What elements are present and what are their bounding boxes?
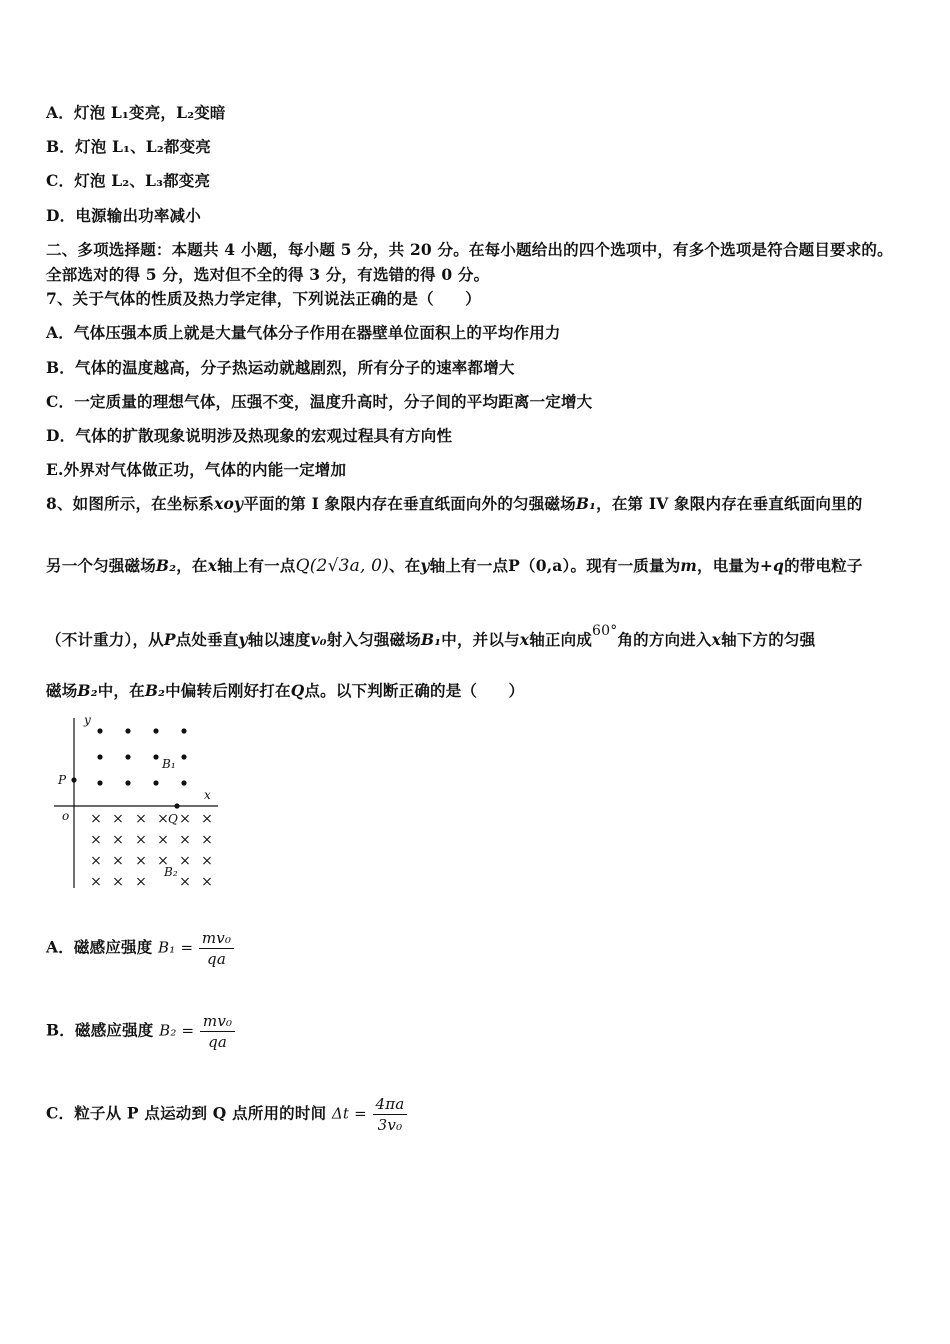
section2-heading-line2: 全部选对的得 5 分，选对但不全的得 3 分，有选错的得 0 分。 — [46, 265, 490, 284]
svg-text:×: × — [179, 853, 191, 869]
q8-option-a: A．磁感应强度 B₁ = $\frac{\text{mv₀}}{qa}$ — [46, 928, 234, 969]
b2-label: B₂ — [164, 865, 178, 879]
svg-text:×: × — [201, 853, 213, 869]
svg-text:×: × — [90, 832, 102, 848]
svg-text:×: × — [90, 874, 102, 890]
p-label: P — [58, 773, 67, 787]
svg-text:×: × — [135, 874, 147, 890]
q-point-formula: Q(2√3a, 0) — [295, 556, 390, 576]
b1-label: B₁ — [162, 757, 176, 771]
option-c-fraction: $\frac{4\pi a}{\text{3v₀}}$ — [373, 1094, 408, 1135]
q7-option-a: A．气体压强本质上就是大量气体分子作用在器壁单位面积上的平均作用力 — [46, 323, 561, 342]
svg-text:×: × — [90, 853, 102, 869]
svg-text:×: × — [135, 811, 147, 827]
magnetic-field-diagram — [46, 712, 226, 892]
svg-text:×: × — [179, 811, 191, 827]
q-point — [174, 803, 179, 808]
q6-option-c: C．灯泡 L₂、L₃都变亮 — [46, 171, 211, 190]
svg-text:×: × — [201, 874, 213, 890]
q6-option-d: D．电源输出功率减小 — [46, 206, 201, 225]
svg-text:×: × — [157, 853, 169, 869]
option-a-fraction: $\frac{\text{mv₀}}{qa}$ — [199, 928, 234, 969]
origin-label: o — [62, 809, 70, 823]
svg-text:×: × — [201, 832, 213, 848]
svg-text:×: × — [112, 811, 124, 827]
q-label: Q — [168, 812, 178, 826]
svg-text:×: × — [135, 832, 147, 848]
q8-stem-line3: （不计重力），从P点处垂直y轴以速度v₀射入匀强磁场B₁中，并以与x轴正向成60°角的方向进入x轴下方的匀强 — [46, 623, 816, 649]
svg-text:×: × — [157, 811, 169, 827]
angle-60: 60° — [592, 623, 618, 639]
svg-text:×: × — [179, 874, 191, 890]
option-b-fraction: $\frac{\text{mv₀}}{qa}$ — [200, 1011, 235, 1052]
svg-text:×: × — [157, 832, 169, 848]
q7-option-c: C．一定质量的理想气体，压强不变，温度升高时，分子间的平均距离一定增大 — [46, 392, 593, 411]
svg-text:×: × — [112, 874, 124, 890]
q7-stem: 7、关于气体的性质及热力学定律，下列说法正确的是（ ） — [46, 289, 481, 308]
q7-option-e: E.外界对气体做正功，气体的内能一定增加 — [46, 460, 347, 479]
svg-text:×: × — [135, 853, 147, 869]
svg-text:×: × — [90, 811, 102, 827]
x-axis-label: x — [204, 788, 211, 802]
b2-field-crosses — [90, 811, 213, 890]
q8-option-c: C．粒子从 P 点运动到 Q 点所用的时间 Δt = $\frac{4\pi a}{\text{3v₀}}$ — [46, 1094, 407, 1135]
svg-text:×: × — [179, 832, 191, 848]
section2-heading-line1: 二、多项选择题：本题共 4 小题，每小题 5 分，共 20 分。在每小题给出的四个选项中，有多个选项是符合题目要求的。 — [46, 240, 893, 259]
q8-stem-line2: 另一个匀强磁场B₂，在x轴上有一点Q(2√3a, 0)、在y轴上有一点P（0,a）。现有一质量为m，电量为+q的带电粒子 — [46, 556, 863, 576]
q8-stem-line1: 8、如图所示，在坐标系xoy平面的第 I 象限内存在垂直纸面向外的匀强磁场B₁，在第 IV 象限内存在垂直纸面向里的 — [46, 494, 863, 513]
svg-text:×: × — [112, 832, 124, 848]
y-axis-label: y — [84, 713, 91, 727]
q8-stem-line4: 磁场B₂中，在B₂中偏转后刚好打在Q点。以下判断正确的是（ ） — [46, 681, 525, 700]
q7-option-d: D．气体的扩散现象说明涉及热现象的宏观过程具有方向性 — [46, 426, 453, 445]
svg-text:×: × — [201, 811, 213, 827]
p-point — [71, 777, 76, 782]
q7-option-b: B．气体的温度越高，分子热运动就越剧烈，所有分子的速率都增大 — [46, 358, 515, 377]
q6-option-a: A．灯泡 L₁变亮，L₂变暗 — [46, 103, 226, 122]
svg-text:×: × — [112, 853, 124, 869]
q6-option-b: B．灯泡 L₁、L₂都变亮 — [46, 137, 211, 156]
q8-option-b: B．磁感应强度 B₂ = $\frac{\text{mv₀}}{qa}$ — [46, 1011, 235, 1052]
